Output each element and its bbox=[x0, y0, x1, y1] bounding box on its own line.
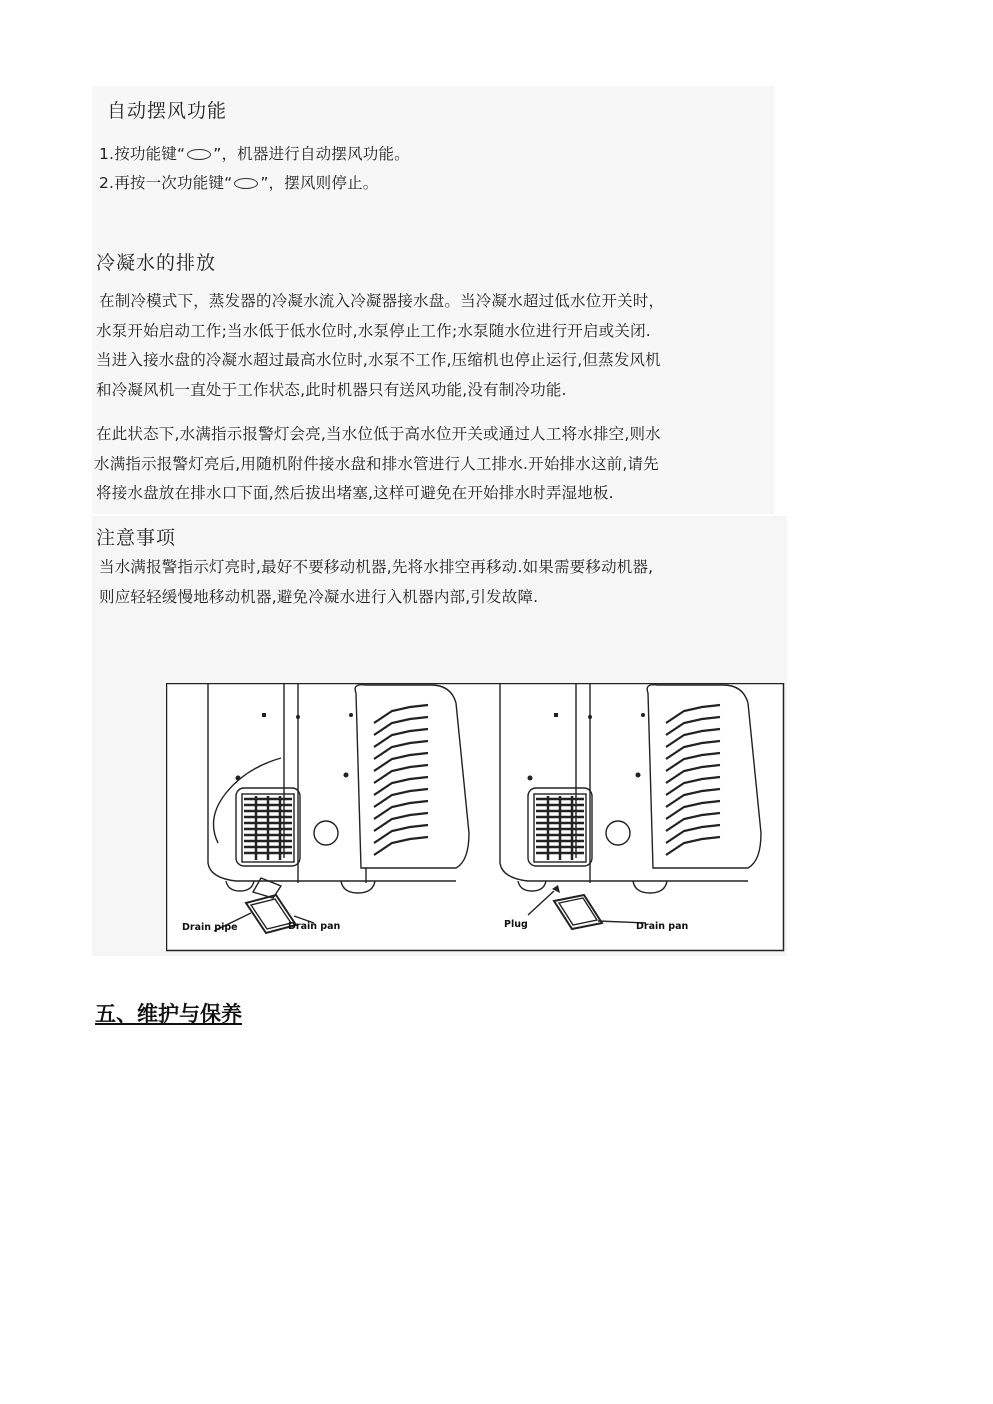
drain-heading: 冷凝水的排放 bbox=[96, 252, 217, 274]
swing-key-icon bbox=[187, 149, 211, 160]
label-drain-pipe: Drain pipe bbox=[182, 922, 238, 933]
drainage-illustration bbox=[166, 683, 786, 953]
text-line: 在此状态下,水满指示报警灯会亮,当水位低于高水位开关或通过人工将水排空,则水 bbox=[96, 425, 661, 443]
label-drain-pan-left: Drain pan bbox=[288, 921, 341, 932]
text-line: 将接水盘放在排水口下面,然后拔出堵塞,这样可避免在开始排水时弄湿地板. bbox=[96, 484, 614, 502]
text-line: 当水满报警指示灯亮时,最好不要移动机器,先将水排空再移动.如果需要移动机器, bbox=[99, 558, 654, 576]
text-line: 水满指示报警灯亮后,用随机附件接水盘和排水管进行人工排水.开始排水这前,请先 bbox=[94, 454, 659, 473]
label-drain-pan-right: Drain pan bbox=[636, 921, 689, 932]
section-title: 五、维护与保养 bbox=[95, 1001, 242, 1026]
swing-key-icon bbox=[234, 178, 258, 189]
notice-heading: 注意事项 bbox=[96, 527, 177, 549]
text-line: 水泵开始启动工作;当水低于低水位时,水泵停止工作;水泵随水位进行开启或关闭. bbox=[96, 321, 651, 340]
notice-para bbox=[99, 553, 653, 612]
text-line: 当进入接水盘的冷凝水超过最高水位时,水泵不工作,压缩机也停止运行,但蒸发风机 bbox=[96, 351, 661, 369]
text-line: 和冷凝风机一直处于工作状态,此时机器只有送风功能,没有制冷功能. bbox=[96, 380, 567, 399]
swing-line-2: 2.再按一次功能键“ ”，摆风则停止。 bbox=[99, 174, 379, 192]
drain-para-1 bbox=[96, 287, 665, 405]
drain-para-2 bbox=[96, 420, 661, 509]
label-plug: Plug bbox=[504, 919, 528, 930]
swing-heading: 自动摆风功能 bbox=[107, 100, 228, 122]
text-line: 则应轻轻缓慢地移动机器,避免冷凝水进行入机器内部,引发故障. bbox=[99, 587, 539, 606]
text-line: 在制冷模式下，蒸发器的冷凝水流入冷凝器接水盘。当冷凝水超过低水位开关时， bbox=[99, 292, 665, 310]
swing-line-1: 1.按功能键“ ”，机器进行自动摆风功能。 bbox=[99, 145, 410, 163]
